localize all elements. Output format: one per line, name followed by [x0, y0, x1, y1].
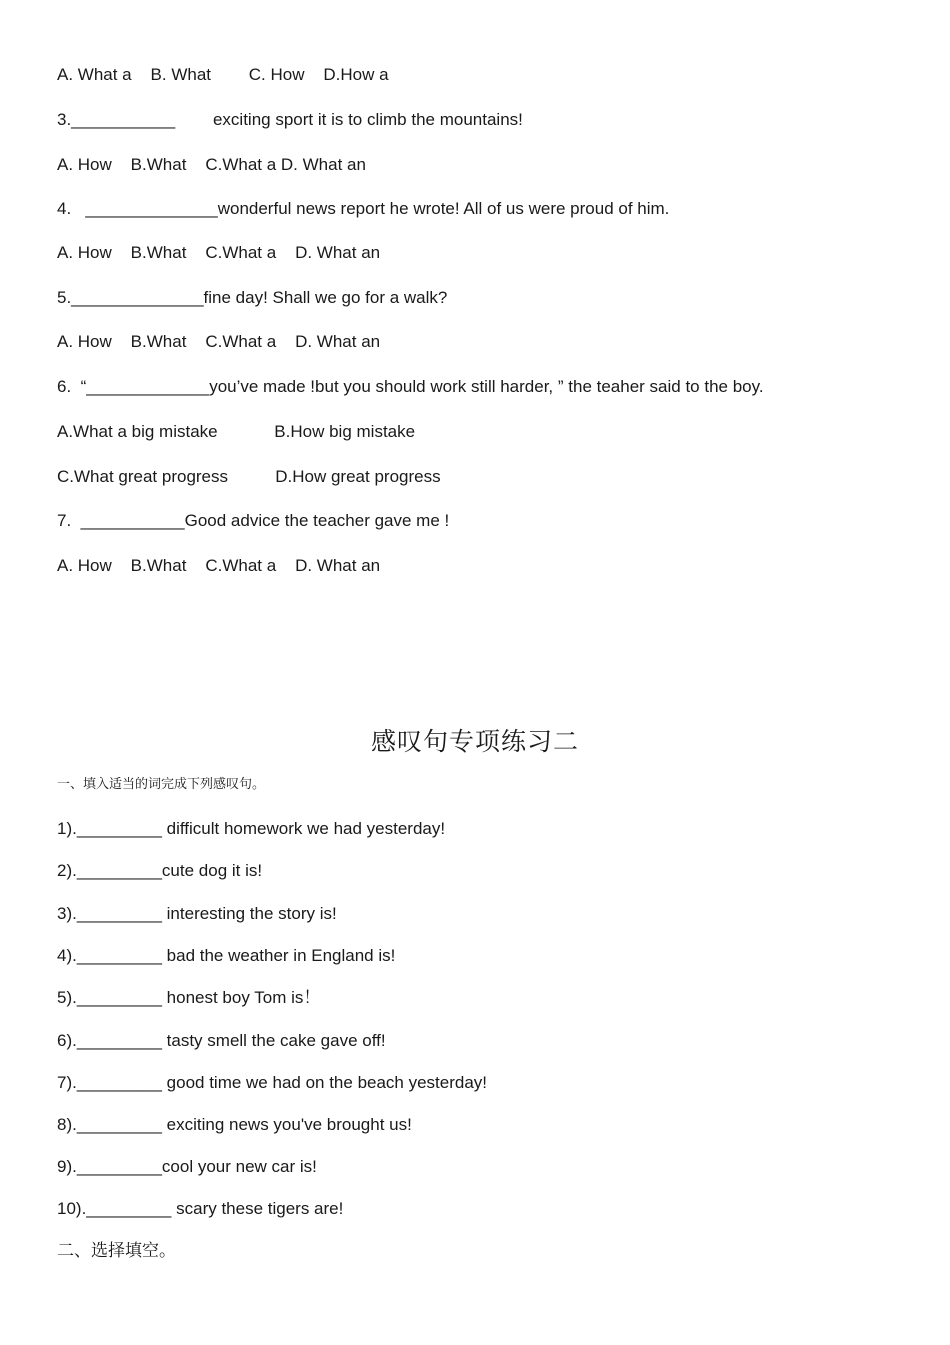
options-line-6a: A.What a big mistake B.How big mistake — [57, 422, 416, 441]
options-line-7: A. How B.What C.What a D. What an — [57, 556, 381, 575]
page-title: 感叹句专项练习二 — [370, 727, 579, 756]
list-item: 10)._________ scary these tigers are! — [57, 1199, 344, 1218]
question-6: 6. “_____________you’ve made !but you should work still harder, ” the teaher said to the boy. — [57, 377, 764, 396]
list-item: 6)._________ tasty smell the cake gave off! — [57, 1031, 386, 1050]
list-item: 2)._________cute dog it is! — [57, 861, 263, 880]
question-3: 3.___________ exciting sport it is to climb the mountains! — [57, 110, 523, 129]
options-line-6b: C.What great progress D.How great progress — [57, 467, 441, 486]
list-item: 5)._________ honest boy Tom is！ — [57, 988, 321, 1007]
list-item: 9)._________cool your new car is! — [57, 1157, 317, 1176]
list-item: 8)._________ exciting news you've brought us! — [57, 1115, 412, 1134]
options-line-3: A. How B.What C.What a D. What an — [57, 155, 366, 174]
options-line-5: A. How B.What C.What a D. What an — [57, 332, 381, 351]
list-item: 3)._________ interesting the story is! — [57, 904, 337, 923]
section-1-heading: 一、填入适当的词完成下列感叹句。 — [57, 777, 266, 792]
list-item: 1)._________ difficult homework we had yesterday! — [57, 819, 446, 838]
question-4: 4. ______________wonderful news report he wrote! All of us were proud of him. — [57, 199, 670, 218]
list-item: 4)._________ bad the weather in England is! — [57, 946, 396, 965]
question-5: 5.______________fine day! Shall we go for a walk? — [57, 288, 448, 307]
options-line-2: A. What a B. What C. How D.How a — [57, 65, 389, 84]
question-7: 7. ___________Good advice the teacher gave me ! — [57, 511, 450, 530]
list-item: 7)._________ good time we had on the beach yesterday! — [57, 1073, 488, 1092]
options-line-4: A. How B.What C.What a D. What an — [57, 243, 381, 262]
section-2-heading: 二、选择填空。 — [57, 1241, 176, 1261]
